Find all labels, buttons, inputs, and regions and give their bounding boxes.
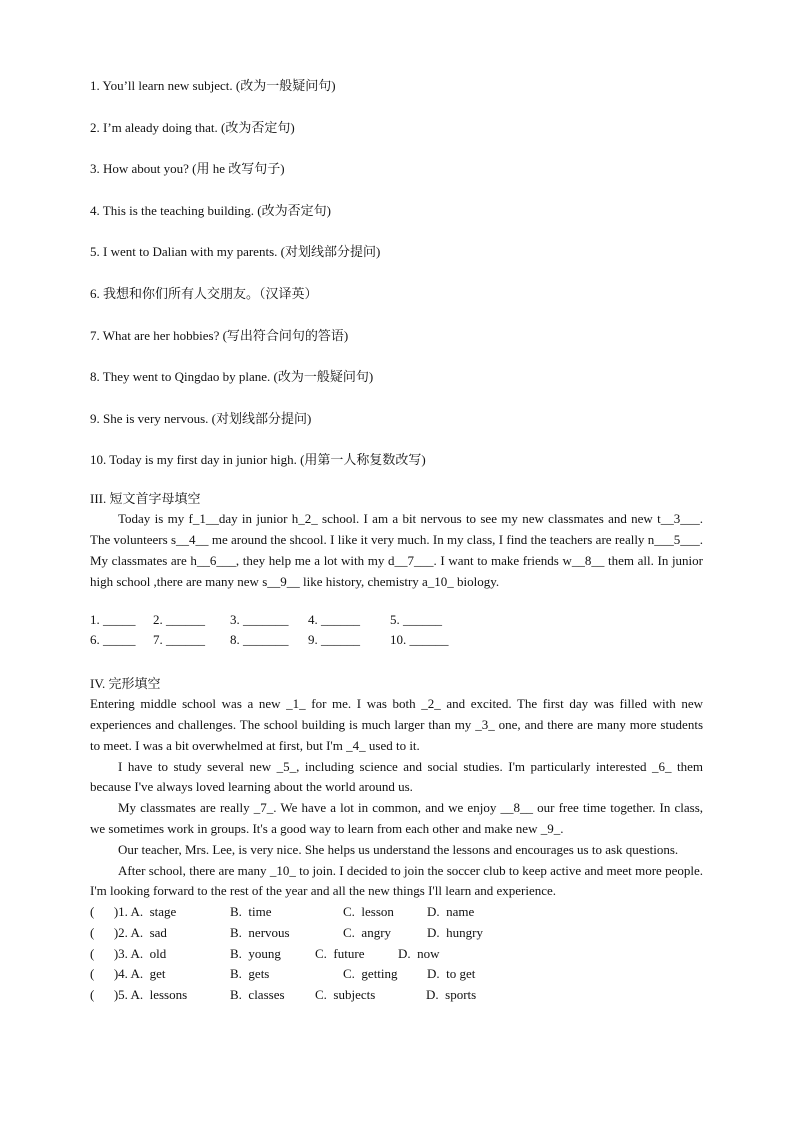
option-c[interactable]: C. future [315,945,365,961]
answer-blanks [90,610,703,652]
section-3 [90,488,703,651]
answer-blank[interactable]: 7. ______ [153,632,205,648]
cloze-paragraph-4: Our teacher, Mrs. Lee, is very nice. She helps us understand the lessons and encourages us to ask questions. [118,841,679,857]
option-c[interactable]: C. angry [343,924,392,940]
option-a[interactable]: ( )2. A. sad [90,924,167,940]
option-a[interactable]: ( )1. A. stage [90,904,177,920]
option-row-1 [90,902,703,923]
answer-blank[interactable]: 9. ______ [308,632,360,648]
option-b[interactable]: B. young [230,945,281,961]
option-b[interactable]: B. time [230,904,272,920]
answer-blank[interactable]: 10. ______ [390,632,449,648]
option-d[interactable]: D. now [398,945,440,961]
question-10: 10. Today is my first day in junior high. (用第一人称复数改写) [90,452,426,468]
question-3: 3. How about you? (用 he 改写句子) [90,161,285,177]
question-6: 6. 我想和你们所有人交朋友。（汉译英） [90,285,318,301]
option-b[interactable]: B. gets [230,966,270,982]
section-4 [90,673,703,1006]
option-a[interactable]: ( )5. A. lessons [90,987,188,1003]
cloze-options [90,902,703,1006]
option-row-5 [90,985,703,1006]
blank-row-1 [90,610,703,631]
option-d[interactable]: D. to get [427,966,476,982]
cloze-paragraph-5: After school, there are many _10_ to join. I decided to join the soccer club to keep active and meet more people. I'm looking forward to the rest of the year and all the new things I'll learn and experience. [90,862,703,899]
option-row-3 [90,944,703,965]
option-row-4 [90,964,703,985]
cloze-paragraph-2: I have to study several new _5_, including science and social studies. I'm particularly interested _6_ them because I've always loved learning about the world around us. [90,758,703,795]
section-3-passage: Today is my f_1__day in junior h_2_ school. I am a bit nervous to see my new classmates and new t__3___. The volunteers s__4__ me around the shcool. I like it very much. In my class, I find the teachers are really n___5___. My classmates are h__6___, they help me a lot with my d__7___. I want to make friends w__8__ them all. In junior high school ,there are many new s__9__ like history, chemistry a_10_ biology. [90,511,703,589]
section-3-title: III. 短文首字母填空 [90,491,201,507]
question-1: 1. You’ll learn new subject. (改为一般疑问句) [90,78,336,93]
option-d[interactable]: D. name [427,904,475,920]
option-c[interactable]: C. getting [343,966,398,982]
option-b[interactable]: B. nervous [230,924,290,940]
option-a[interactable]: ( )4. A. get [90,966,166,982]
answer-blank[interactable]: 5. ______ [390,611,442,627]
question-2: 2. I’m aleady doing that. (改为否定句) [90,119,295,135]
answer-blank[interactable]: 4. ______ [308,611,360,627]
option-d[interactable]: D. sports [426,987,477,1003]
answer-blank[interactable]: 8. _______ [230,632,289,648]
question-5: 5. I went to Dalian with my parents. (对划线部分提问) [90,244,381,260]
answer-blank[interactable]: 3. _______ [230,611,289,627]
question-4: 4. This is the teaching building. (改为否定句) [90,202,331,218]
option-b[interactable]: B. classes [230,987,285,1003]
question-9: 9. She is very nervous. (对划线部分提问) [90,410,312,426]
blank-row-2 [90,630,703,651]
option-c[interactable]: C. lesson [343,904,394,920]
option-d[interactable]: D. hungry [427,924,483,940]
worksheet-page [90,76,703,1006]
cloze-paragraph-1: Entering middle school was a new _1_ for me. I was both _2_ and excited. The first day was filled with new experiences and challenges. The school building is much larger than my _3_ one, and there are many more students to meet. I was a bit overwhelmed at first, but I'm _4_ used to it. [90,696,703,753]
section-4-title: IV. 完形填空 [90,676,161,692]
cloze-paragraph-3: My classmates are really _7_. We have a lot in common, and we enjoy __8__ our free time together. In class, we sometimes work in groups. It's a good way to learn from each other and make new _9_. [90,800,703,836]
option-a[interactable]: ( )3. A. old [90,945,167,961]
answer-blank[interactable]: 6. _____ [90,632,136,648]
option-c[interactable]: C. subjects [315,987,376,1003]
question-7: 7. What are her hobbies? (写出符合问句的答语) [90,327,349,343]
option-row-2 [90,923,703,944]
answer-blank[interactable]: 1. _____ [90,611,136,627]
question-8: 8. They went to Qingdao by plane. (改为一般疑问句) [90,369,374,385]
answer-blank[interactable]: 2. ______ [153,611,205,627]
rewrite-questions [90,76,703,484]
